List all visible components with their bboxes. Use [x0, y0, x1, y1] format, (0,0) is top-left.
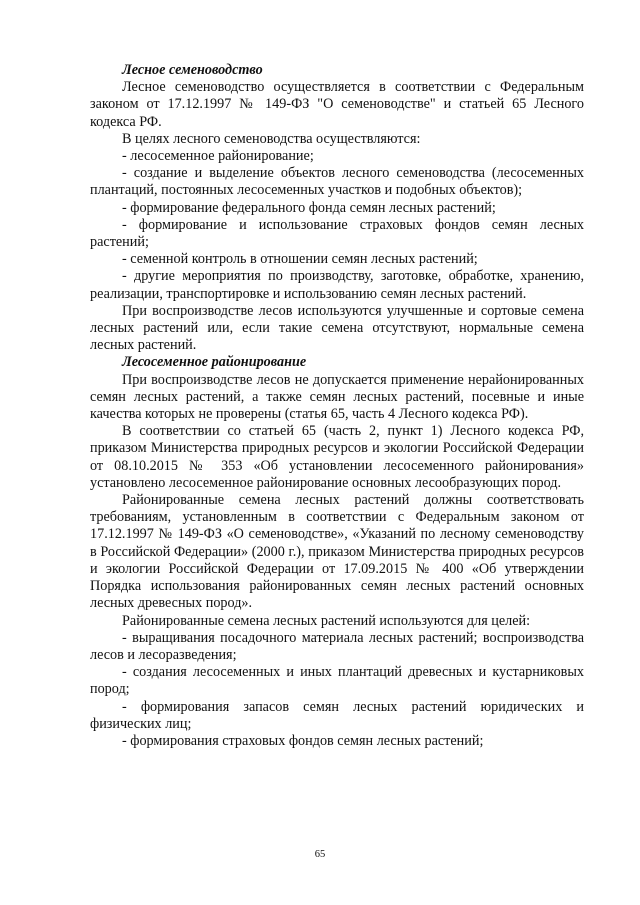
list-item: - создания лесосеменных и иных плантаций древесных и кустарниковых пород; — [90, 664, 584, 698]
list-item: - формирования страховых фондов семян лесных растений; — [122, 732, 484, 749]
paragraph: При воспроизводстве лесов не допускается применение нерайонированных семян лесных растений, а также семян лесных растений, посевные и иные качества которых не проверены (статья 65, часть 4 Лесного кодекса РФ). — [90, 371, 584, 423]
list-item: - формирование и использование страховых фондов семян лесных растений; — [90, 216, 584, 251]
section-heading-seed-production: Лесное семеноводство — [122, 62, 263, 78]
paragraph: В целях лесного семеноводства осуществляются: — [122, 130, 421, 147]
paragraph: В соответствии со статьей 65 (часть 2, пункт 1) Лесного кодекса РФ, приказом Министерства природных ресурсов и экологии Российской Федерации от 08.10.2015 № 353 «Об установлении лесосеменного районирования» установлено лесосеменное районирование основных лесообразующих пород. — [90, 423, 584, 491]
paragraph: Районированные семена лесных растений должны соответствовать требованиям, установленным в соответствии с Федеральным законом от 17.12.1997 № 149-ФЗ «О семеноводстве», «Указаний по лесному семеноводству в Российской Федерации» (2000 г.), приказом Министерства природных ресурсов и экологии Российской Федерации от 17.09.2015 № 400 «Об утверждении Порядка использования районированных семян лесных растений основных лесных древесных пород». — [90, 492, 584, 612]
list-item: - создание и выделение объектов лесного семеноводства (лесосеменных плантаций, постоянных лесосеменных участков и подобных объектов); — [90, 165, 584, 199]
document-body — [90, 62, 584, 750]
page-number: 65 — [314, 849, 326, 860]
paragraph: При воспроизводстве лесов используются улучшенные и сортовые семена лесных растений или, если такие семена отсутствуют, нормальные семена лесных растений. — [90, 302, 584, 354]
list-item: - формирование федерального фонда семян лесных растений; — [122, 199, 496, 216]
paragraph: Районированные семена лесных растений используются для целей: — [122, 612, 531, 629]
list-item: - выращивания посадочного материала лесных растений; воспроизводства лесов и лесоразведения; — [90, 629, 584, 663]
list-item: - формирования запасов семян лесных растений юридических и физических лиц; — [90, 698, 584, 732]
list-item: - другие мероприятия по производству, заготовке, обработке, хранению, реализации, транспортировке и использованию семян лесных растений. — [90, 268, 584, 302]
list-item: - семенной контроль в отношении семян лесных растений; — [122, 251, 478, 268]
section-heading-zoning: Лесосеменное районирование — [122, 354, 307, 371]
list-item: - лесосеменное районирование; — [122, 148, 314, 165]
paragraph: Лесное семеноводство осуществляется в соответствии с Федеральным законом от 17.12.1997 № 149-ФЗ "О семеноводстве" и статьей 65 Лесного кодекса РФ. — [90, 79, 584, 130]
